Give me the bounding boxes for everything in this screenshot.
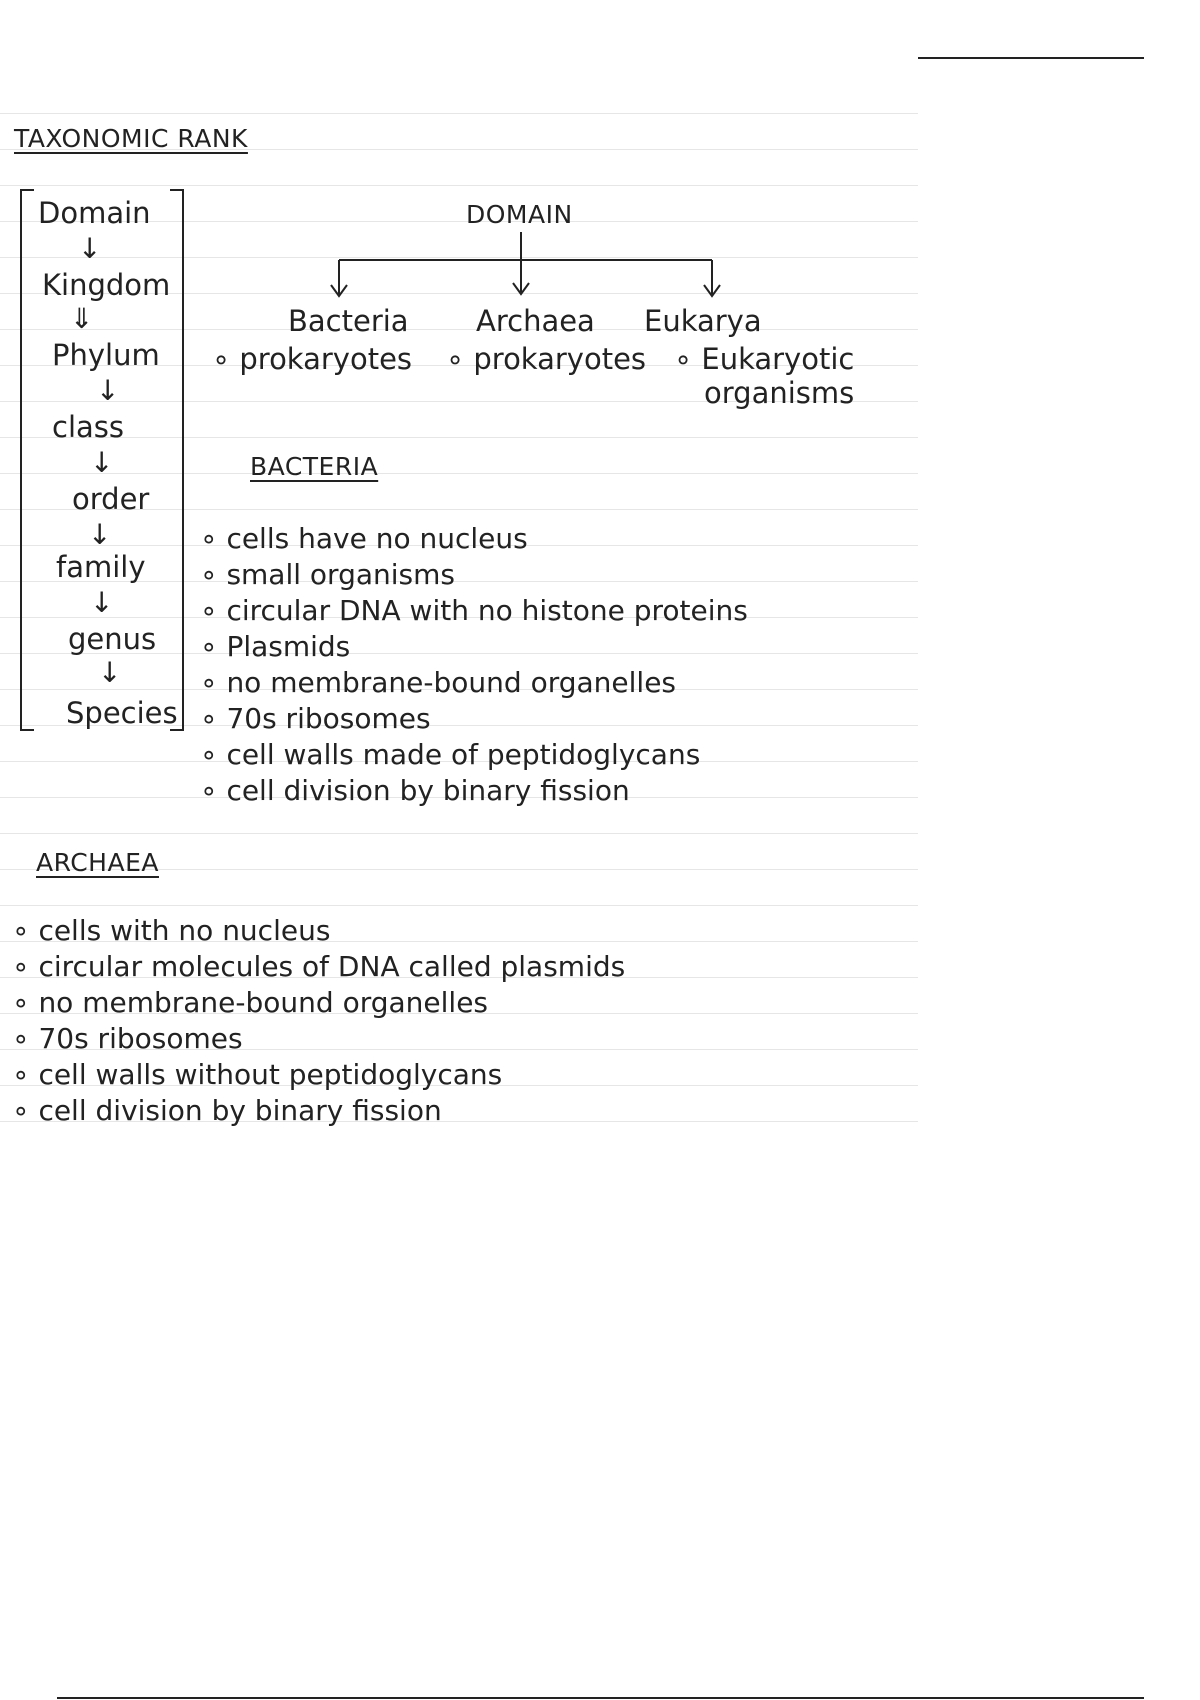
list-item: ∘ cell walls made of peptidoglycans	[200, 738, 701, 771]
rank-family: family	[56, 550, 146, 584]
domain-tree-root: DOMAIN	[466, 200, 573, 229]
rank-domain: Domain	[38, 196, 151, 230]
list-item: ∘ Plasmids	[200, 630, 351, 663]
rank-class: class	[52, 410, 124, 444]
branch-eukarya-note-2: organisms	[704, 376, 855, 410]
list-item: ∘ cells with no nucleus	[12, 914, 331, 947]
list-item: ∘ circular DNA with no histone proteins	[200, 594, 748, 627]
rank-species: Species	[66, 696, 178, 730]
header-line	[918, 57, 1144, 59]
list-item: ∘ circular molecules of DNA called plasmids	[12, 950, 626, 983]
branch-eukarya-note: ∘ Eukaryotic	[674, 342, 855, 376]
list-item: ∘ cell division by binary fission	[200, 774, 630, 807]
rank-order: order	[72, 482, 150, 516]
rank-kingdom: Kingdom	[42, 268, 171, 302]
bacteria-heading: BACTERIA	[250, 452, 379, 481]
arrow-down-icon: ⇓	[70, 302, 94, 335]
branch-eukarya-name: Eukarya	[644, 304, 762, 338]
arrow-down-icon: ↓	[96, 374, 120, 407]
archaea-heading: ARCHAEA	[36, 848, 159, 877]
arrow-down-icon: ↓	[90, 446, 114, 479]
branch-bacteria-note: ∘ prokaryotes	[212, 342, 413, 376]
page-title: TAXONOMIC RANK	[14, 124, 248, 153]
footer-line	[57, 1697, 1144, 1699]
branch-archaea-note: ∘ prokaryotes	[446, 342, 647, 376]
list-item: ∘ 70s ribosomes	[200, 702, 431, 735]
branch-bacteria-name: Bacteria	[288, 304, 409, 338]
rank-phylum: Phylum	[52, 338, 160, 372]
domain-tree-branches	[0, 0, 918, 320]
list-item: ∘ 70s ribosomes	[12, 1022, 243, 1055]
arrow-down-icon: ↓	[90, 586, 114, 619]
list-item: ∘ cell division by binary fission	[12, 1094, 442, 1127]
rank-genus: genus	[68, 622, 157, 656]
list-item: ∘ no membrane-bound organelles	[200, 666, 677, 699]
list-item: ∘ cells have no nucleus	[200, 522, 528, 555]
list-item: ∘ small organisms	[200, 558, 455, 591]
arrow-down-icon: ↓	[98, 656, 122, 689]
list-item: ∘ no membrane-bound organelles	[12, 986, 489, 1019]
arrow-down-icon: ↓	[78, 232, 102, 265]
list-item: ∘ cell walls without peptidoglycans	[12, 1058, 503, 1091]
arrow-down-icon: ↓	[88, 518, 112, 551]
branch-archaea-name: Archaea	[476, 304, 595, 338]
